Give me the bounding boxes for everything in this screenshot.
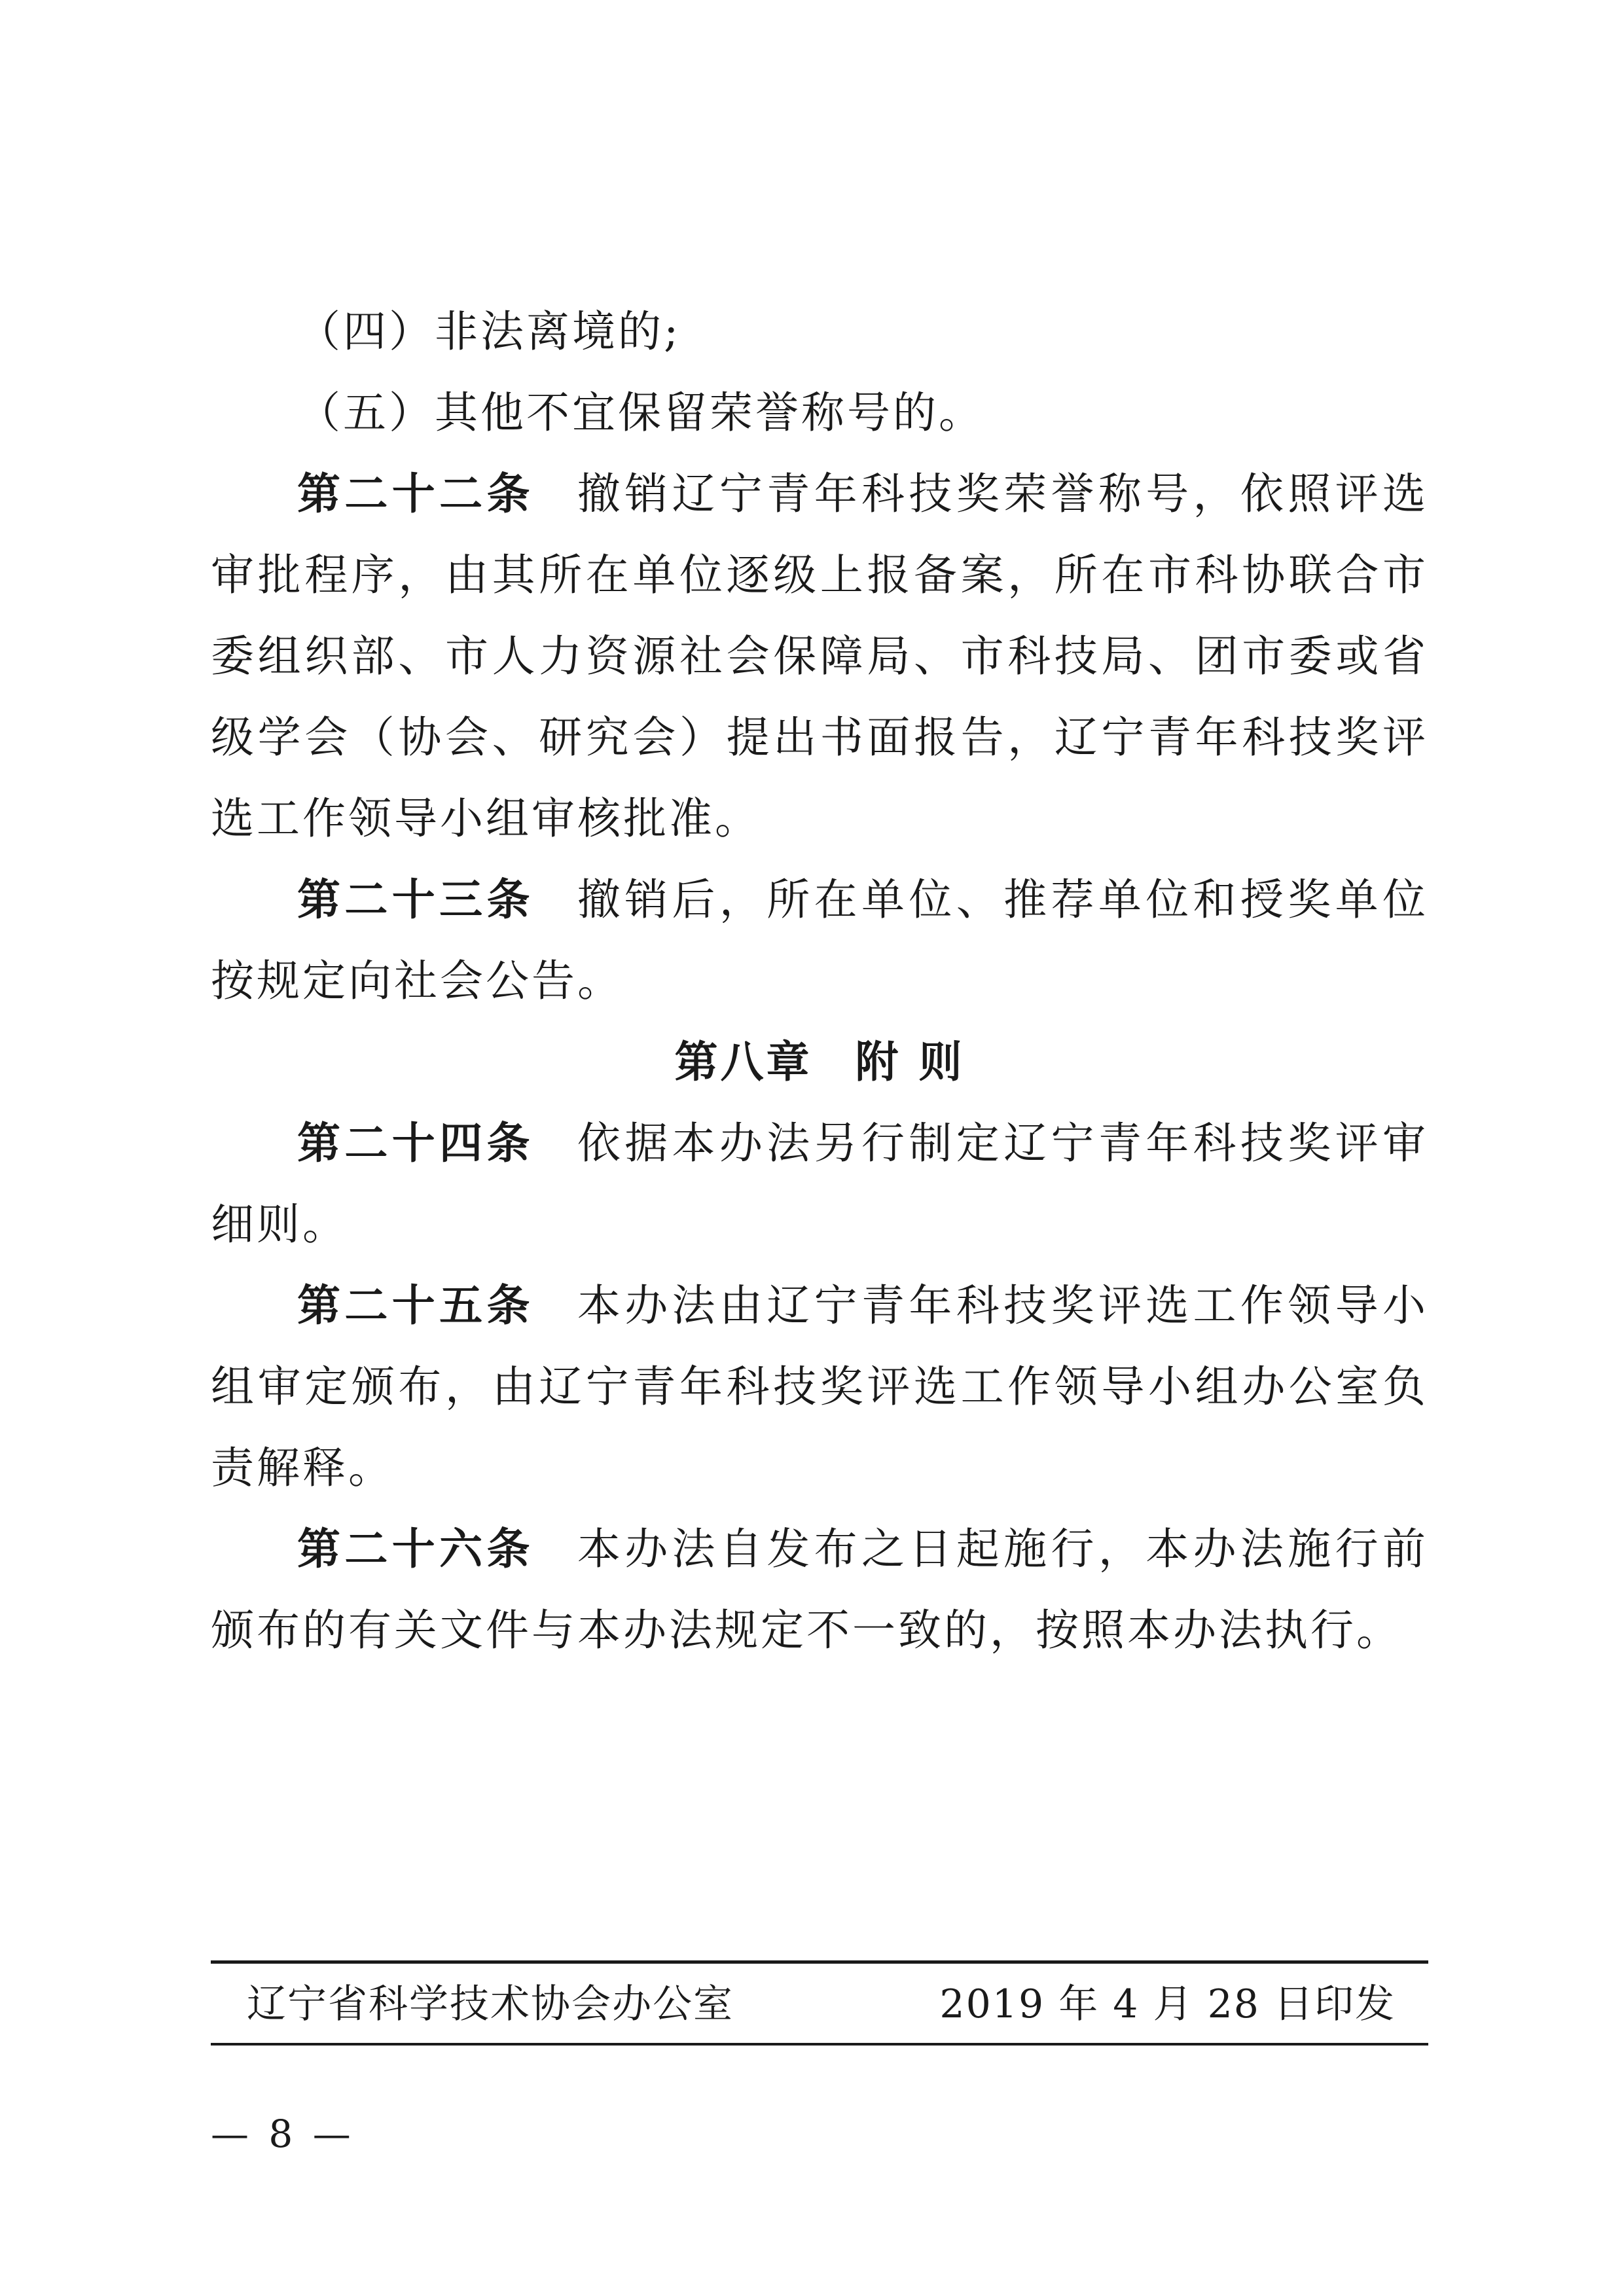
article-number: 第二十三条 bbox=[297, 874, 534, 925]
footer-rule-bottom bbox=[211, 2043, 1428, 2046]
article-number: 第二十二条 bbox=[297, 469, 534, 519]
article-text: 撤销辽宁青年科技奖荣誉称号，依照评选审批程序，由其所在单位逐级上报备案，所在市科协联合市委组织部、市人力资源社会保障局、市科技局、团市委或省级学会（协会、研究会）提出书面报告，辽宁青年科技奖评选工作领导小组审核批准。 bbox=[211, 469, 1429, 844]
article-number: 第二十四条 bbox=[297, 1118, 534, 1168]
article-text: 本办法由辽宁青年科技奖评选工作领导小组审定颁布，由辽宁青年科技奖评选工作领导小组办公室负责解释。 bbox=[211, 1280, 1429, 1493]
article-text: 本办法自发布之日起施行，本办法施行前颁布的有关文件与本办法规定不一致的，按照本办法执行。 bbox=[211, 1524, 1429, 1655]
page-number: — 8 — bbox=[211, 2112, 355, 2156]
chapter-heading bbox=[211, 1022, 1428, 1103]
list-item-5: （五）其他不宜保留荣誉称号的。 bbox=[297, 388, 984, 438]
issuance-footer bbox=[211, 1972, 1428, 2037]
chapter-number: 第八章 bbox=[674, 1037, 812, 1087]
article-22 bbox=[211, 454, 1428, 859]
article-26 bbox=[211, 1509, 1428, 1671]
issuer-name: 辽宁省科学技术协会办公室 bbox=[247, 1981, 734, 2027]
article-text: 依据本办法另行制定辽宁青年科技奖评审细则。 bbox=[211, 1118, 1429, 1250]
footer-rule-top bbox=[211, 1960, 1428, 1964]
document-body bbox=[211, 291, 1428, 1671]
list-item-4: （四）非法离境的; bbox=[297, 306, 681, 357]
article-24 bbox=[211, 1103, 1428, 1265]
article-number: 第二十五条 bbox=[297, 1280, 534, 1331]
issue-date: 2019 年 4 月 28 日印发 bbox=[939, 1981, 1396, 2027]
article-text: 撤销后，所在单位、推荐单位和授奖单位按规定向社会公告。 bbox=[211, 874, 1429, 1006]
chapter-title: 附 则 bbox=[855, 1037, 965, 1087]
article-number: 第二十六条 bbox=[297, 1524, 534, 1574]
article-25 bbox=[211, 1265, 1428, 1509]
article-23 bbox=[211, 859, 1428, 1022]
